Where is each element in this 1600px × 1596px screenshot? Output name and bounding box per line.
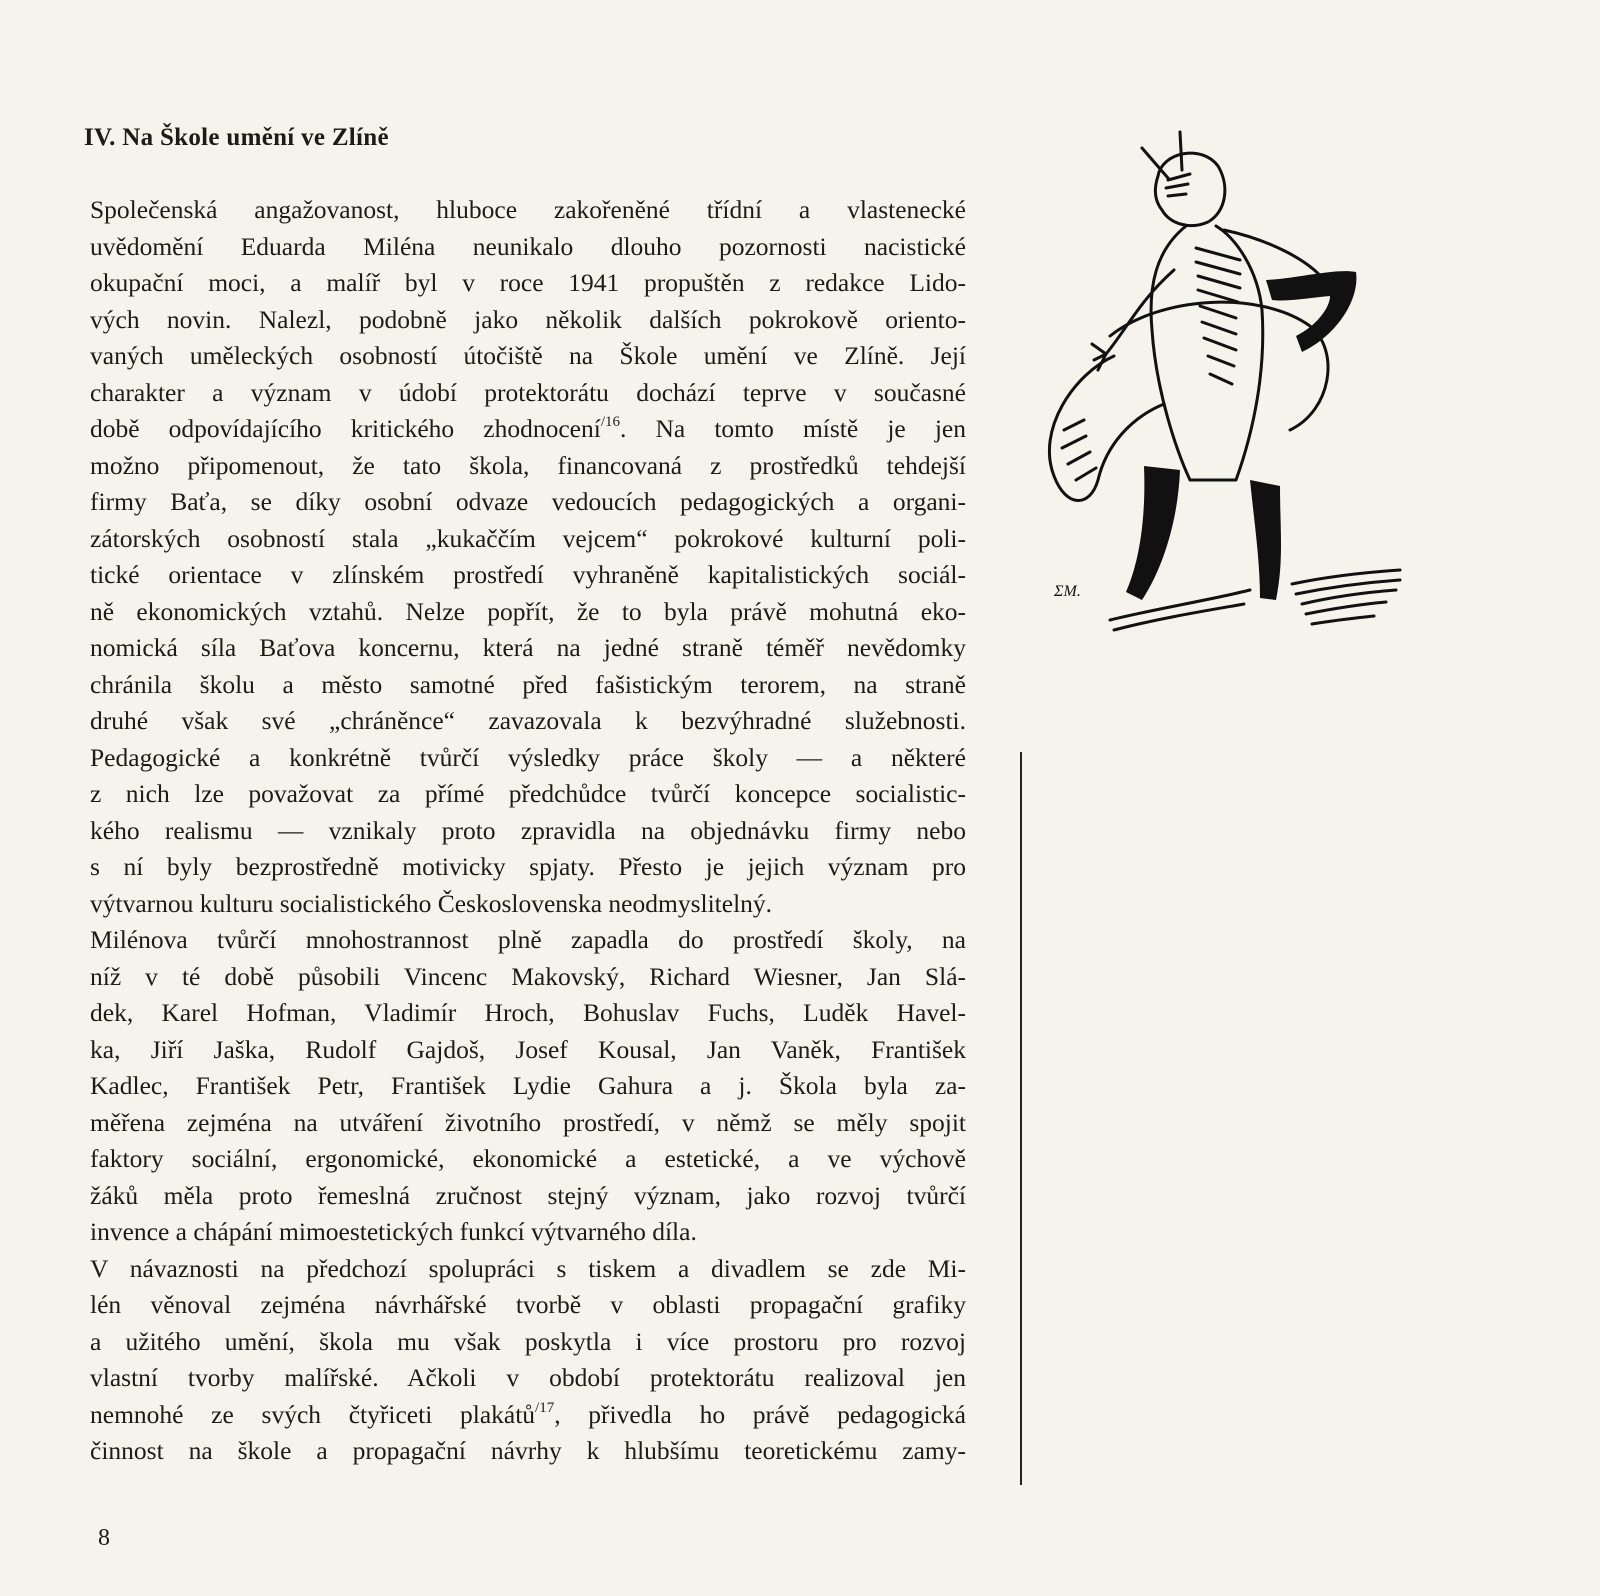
text-line: z nich lze považovat za přímé předchůdce tvůrčí koncepce socialistic-	[90, 779, 966, 808]
text-line: vých novin. Nalezl, podobně jako několik dalších pokrokově oriento-	[90, 304, 966, 334]
text-line: nomická síla Baťova koncernu, která na jedné straně téměř nevědomky	[90, 633, 966, 662]
text-line: charakter a význam v údobí protektorátu dochází teprve v současné	[90, 377, 966, 407]
text-line: ka, Jiří Jaška, Rudolf Gajdoš, Josef Kousal, Jan Vaněk, František	[90, 1034, 966, 1064]
text-line: Milénova tvůrčí mnohostrannost plně zapadla do prostředí školy, na	[90, 925, 966, 954]
text-line: lén věnoval zejména návrhářské tvorbě v oblasti propagační grafiky	[90, 1290, 966, 1319]
chapter-title: IV. Na Škole umění ve Zlíně	[84, 124, 389, 151]
text-segment: nemnohé ze svých čtyřiceti plakátů	[90, 1399, 536, 1429]
text-line: Pedagogické a konkrétně tvůrčí výsledky práce školy — a některé	[90, 742, 966, 772]
text-line: invence a chápání mimoestetických funkcí výtvarného díla.	[90, 1217, 697, 1246]
margin-rule	[1020, 752, 1022, 1485]
text-line: výtvarnou kulturu socialistického Československa neodmyslitelný.	[90, 888, 773, 918]
text-line-with-footnote	[90, 1397, 966, 1434]
text-segment: . Na tomto místě je jen	[620, 414, 966, 443]
text-line: měřena zejména na utváření životního prostředí, v němž se měly spojit	[90, 1107, 966, 1137]
text-line: vlastní tvorby malířské. Ačkoli v období protektorátu realizoval jen	[90, 1363, 966, 1392]
text-line: žáků měla proto řemeslná zručnost stejný význam, jako rozvoj tvůrčí	[90, 1180, 966, 1210]
text-line: Společenská angažovanost, hluboce zakořeněné třídní a vlastenecké	[90, 195, 966, 224]
text-line: s ní byly bezprostředně motivicky spjaty. Přesto je jejich význam pro	[90, 852, 966, 881]
page-number: 8	[98, 1525, 110, 1551]
text-line: druhé však své „chráněnce“ zavazovala k bezvýhradné služebnosti.	[90, 706, 966, 735]
figure-leg-right	[1250, 480, 1281, 600]
figure-leg-left	[1126, 466, 1180, 600]
text-line: vaných uměleckých osobností útočiště na Škole umění ve Zlíně. Její	[90, 341, 966, 370]
footnote-reference-17: /17	[535, 1399, 555, 1416]
text-line: okupační moci, a malíř byl v roce 1941 propuštěn z redakce Lido-	[90, 268, 966, 297]
text-line: dek, Karel Hofman, Vladimír Hroch, Bohuslav Fuchs, Luděk Havel-	[90, 998, 966, 1027]
text-line: činnost na škole a propagační návrhy k hlubšímu teoretickému zamy-	[90, 1436, 966, 1465]
text-line: níž v té době působili Vincenc Makovský, Richard Wiesner, Jan Slá-	[90, 961, 966, 991]
text-line: ně ekonomických vztahů. Nelze popřít, že to byla právě mohutná eko-	[90, 596, 966, 626]
text-line: V návaznosti na předchozí spolupráci s tiskem a divadlem se zde Mi-	[90, 1253, 966, 1283]
ear-right	[1180, 132, 1182, 170]
text-line: Kadlec, František Petr, František Lydie Gahura a j. Škola byla za-	[90, 1071, 966, 1100]
text-segment: době odpovídajícího kritického zhodnocení	[90, 414, 601, 443]
text-line: firmy Baťa, se díky osobní odvaze vedoucích pedagogických a organi-	[90, 487, 966, 516]
text-line: možno připomenout, že tato škola, financovaná z prostředků tehdejší	[90, 450, 966, 480]
artist-signature: ΣΜ.	[1054, 583, 1081, 600]
text-line: zátorských osobností stala „kukaččím vejcem“ pokrokové kulturní poli-	[90, 523, 966, 553]
text-segment: , přivedla ho právě pedagogická	[554, 1399, 966, 1429]
text-line: faktory sociální, ergonomické, ekonomické a estetické, a ve výchově	[90, 1144, 966, 1173]
text-line: a užitého umění, škola mu však poskytla i více prostoru pro rozvoj	[90, 1326, 966, 1356]
text-line: kého realismu — vznikaly proto zpravidla na objednávku firmy nebo	[90, 815, 966, 845]
text-line: chránila školu a město samotné před fašistickým terorem, na straně	[90, 669, 966, 699]
squirrel-dancer-illustration	[1040, 130, 1420, 690]
text-line: tické orientace v zlínském prostředí vyhraněně kapitalistických sociál-	[90, 560, 966, 589]
footnote-reference-16: /16	[600, 414, 620, 430]
text-line: uvědomění Eduarda Miléna neunikalo dlouho pozornosti nacistické	[90, 231, 966, 261]
text-line-with-footnote	[90, 411, 966, 448]
body-text	[90, 192, 966, 1470]
